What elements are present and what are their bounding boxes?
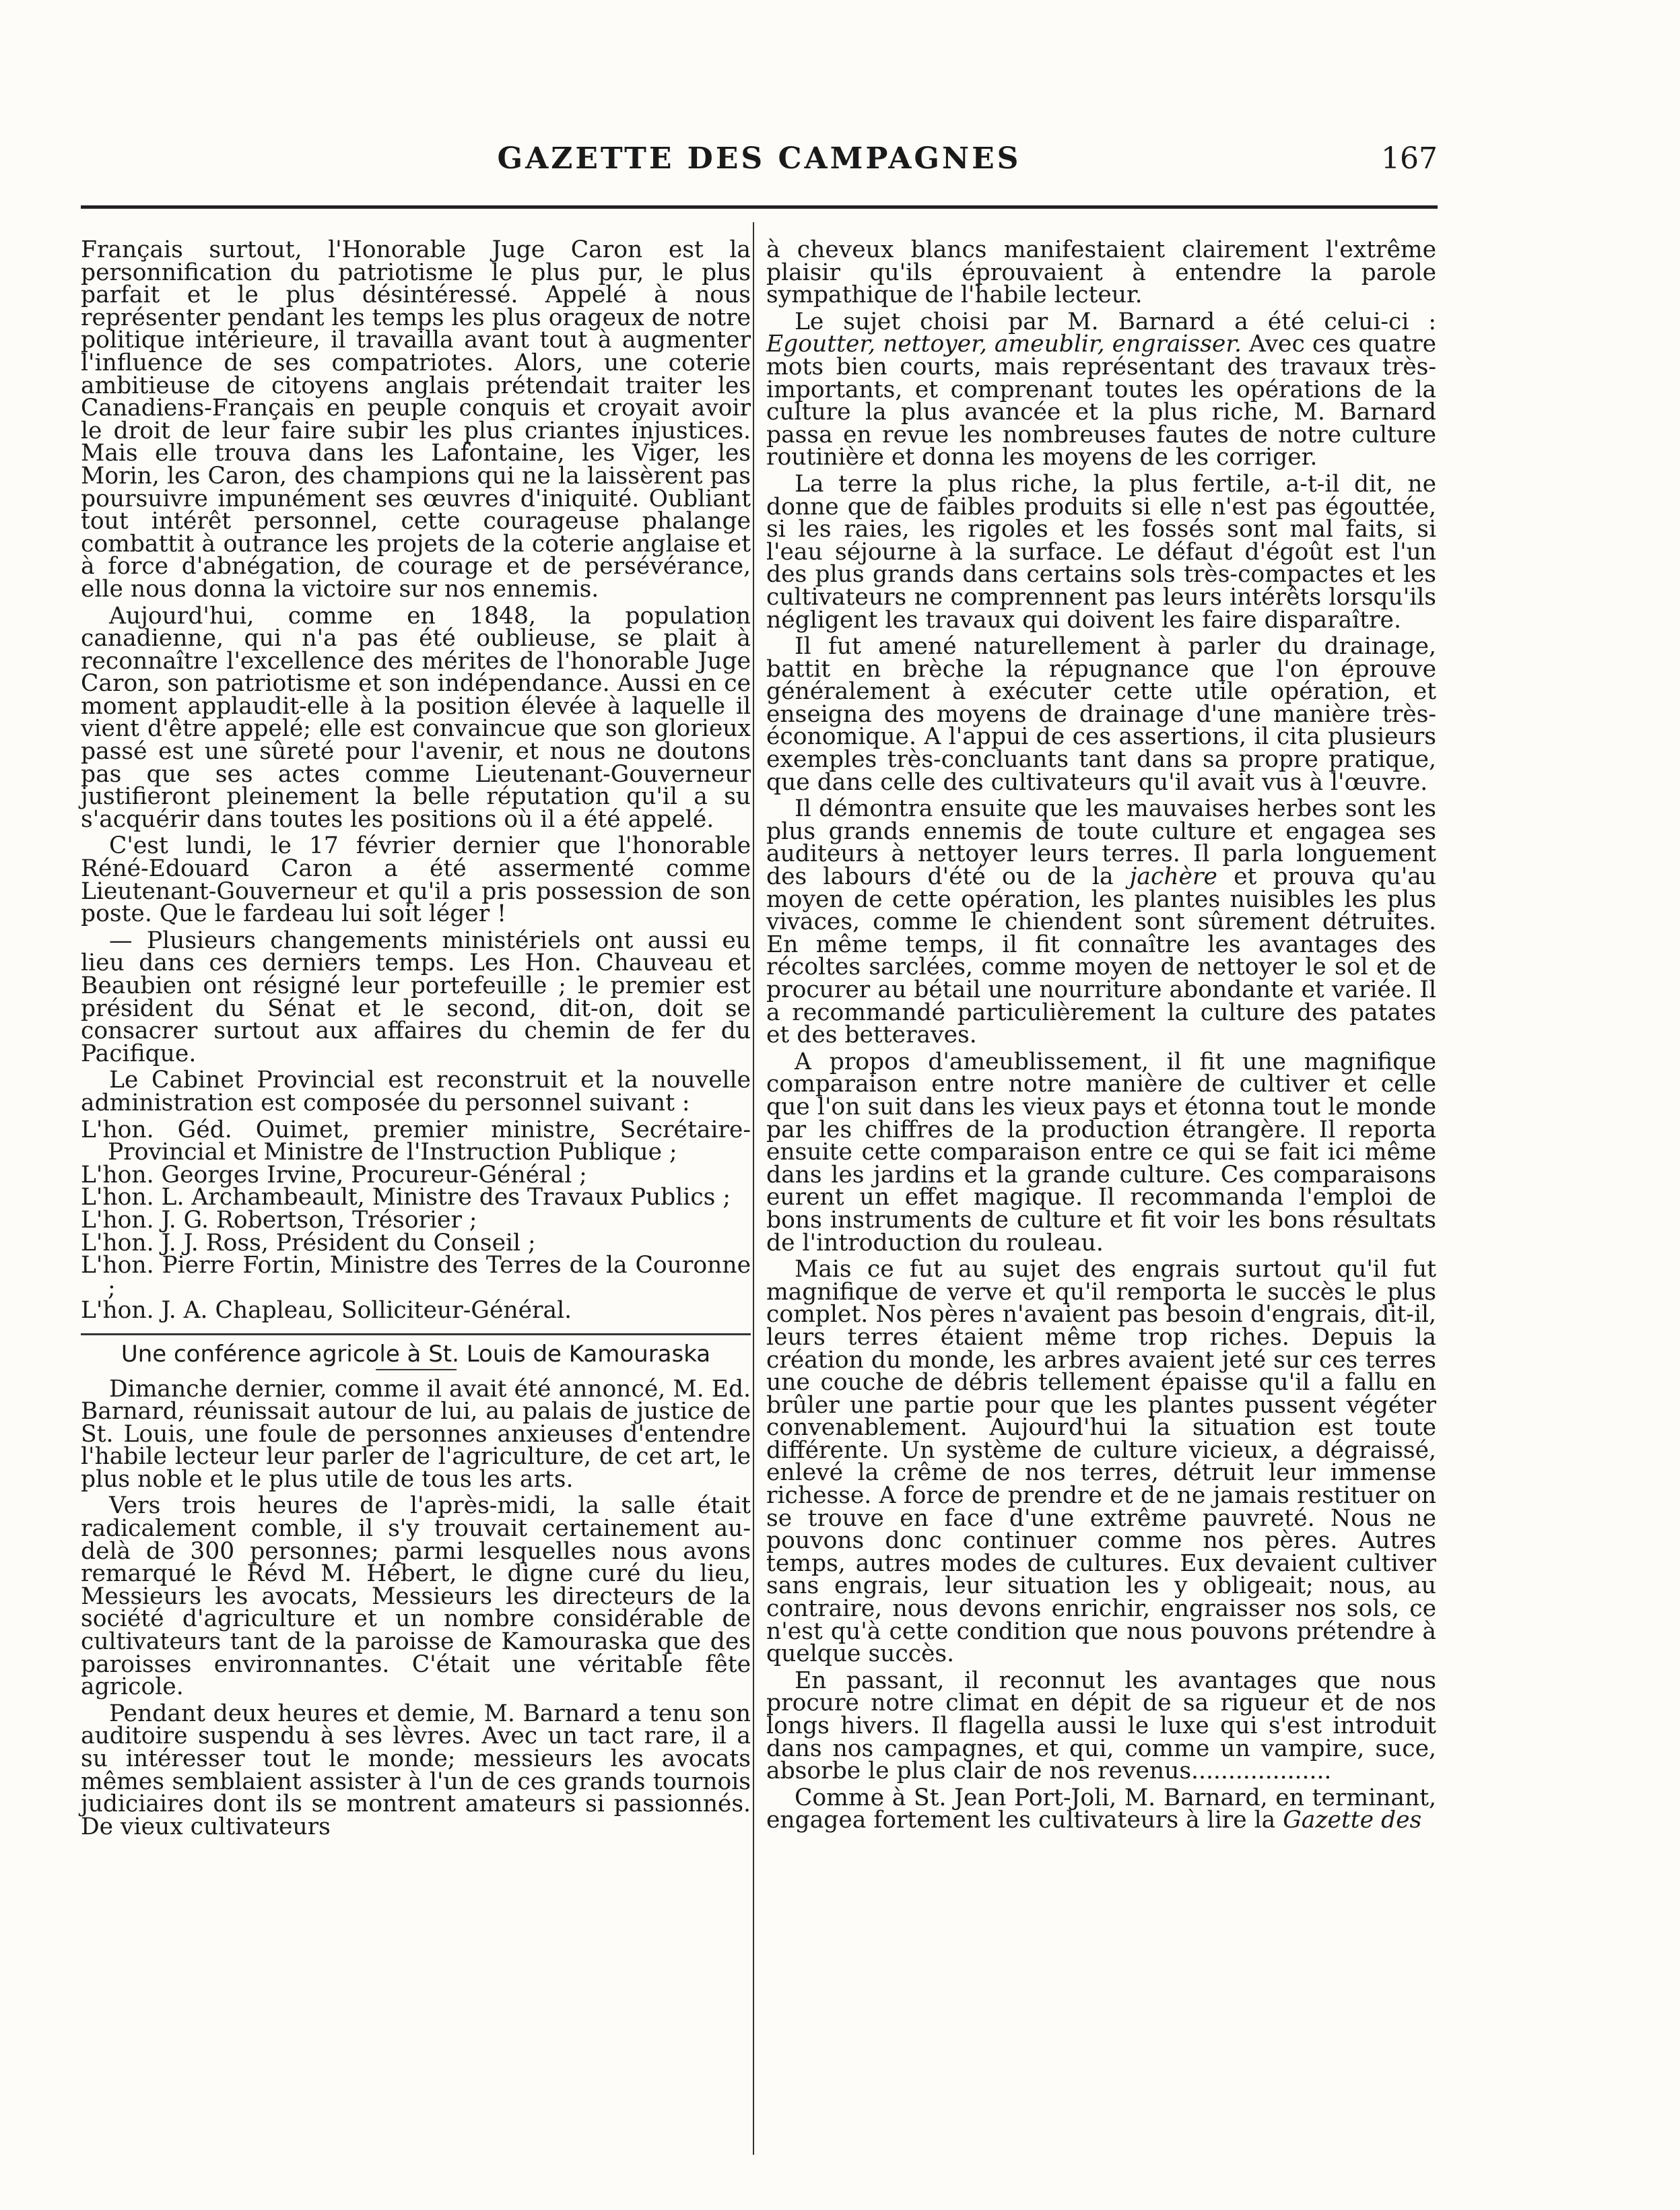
paragraph: Mais ce fut au sujet des engrais surtout qu'il fut magnifique de verve et qu'il remporta le succès le plus complet. Nos pères n'avaient pas besoin d'engrais, dit-il, leurs terres étaient même trop riches. Depuis la création du monde, les arbres avaient jeté sur ces terres une couche de débris tellement épaisse qu'il a fallu en brûler une partie pour que les plantes pussent végéter convenablement. Aujourd'hui la situation est toute différente. Un système de culture vicieux, a dégraissé, enlevé la crême de nos terres, détruit leur immense richesse. A force de prendre et de ne jamais restituer on se trouve en face d'une extrême pauvreté. Nous ne pouvons donc continuer comme nos pères. Autres temps, autres modes de cultures. Eux devaient cultiver sans engrais, leur situation les y obligeait; nous, au contraire, nous devons enrichir, engraisser nos sols, ce n'est qu'à cette condition que nous pouvons prétendre à quelque succès. — [766, 1256, 1436, 1668]
list-item: L'hon. J. G. Robertson, Trésorier ; — [81, 1206, 477, 1234]
paragraph: à cheveux blancs manifestaient clairement l'extrême plaisir qu'ils éprouvaient à entendre la parole sympathique de l'habile lecteur. — [766, 236, 1436, 309]
header-rule — [81, 205, 1438, 209]
page-header — [81, 141, 1438, 195]
paragraph — [766, 795, 1436, 1049]
list-item: L'hon. Georges Irvine, Procureur-Général ; — [81, 1161, 587, 1188]
paragraph: Pendant deux heures et demie, M. Barnard a tenu son auditoire suspendu à ses lèvres. Avec un tact rare, il a su intéresser tout le monde; messieurs les avocats mêmes semblaient assister à l'un de ces grands tournois judiciaires dont ils se montrent amateurs si passionnés. De vieux cultivateurs — [81, 1700, 751, 1840]
list-item: L'hon. L. Archambeault, Ministre des Travaux Publics ; — [81, 1184, 731, 1211]
paragraph — [766, 1784, 1436, 1834]
section-title: Une conférence agricole à St. Louis de Kamouraska — [121, 1340, 711, 1368]
emphasis-text: jachère — [1129, 863, 1217, 891]
paragraph: Dimanche dernier, comme il avait été annoncé, M. Ed. Barnard, réunissait autour de lui, au palais de justice de St. Louis, une foule de personnes anxieuses d'entendre l'habile lecteur leur parler de l'agriculture, de cet art, le plus noble et le plus utile de tous les arts. — [81, 1375, 751, 1493]
text-run: Le sujet choisi par M. Barnard a été celui-ci : — [795, 308, 1436, 335]
left-column — [81, 236, 751, 1842]
page-number: 167 — [1381, 141, 1438, 176]
list-item: L'hon. J. J. Ross, Président du Conseil ; — [81, 1229, 536, 1257]
right-column — [766, 236, 1436, 1836]
list-item: L'hon. J. A. Chapleau, Solliciteur-Général. — [81, 1297, 572, 1325]
paragraph: Français surtout, l'Honorable Juge Caron est la personnification du patriotisme le plus pur, le plus parfait et le plus désintéressé. Appelé à nous représenter pendant les temps les plus orageux de notre politique intérieure, il travailla avant tout à augmenter l'influence de ses compatriotes. Alors, une coterie ambitieuse de citoyens anglais prétendait traiter les Canadiens-Français en peuple conquis et croyait avoir le droit de leur faire subir les plus criantes injustices. Mais elle trouva dans les Lafontaine, les Viger, les Morin, les Caron, des champions qui ne la laissèrent pas poursuivre impunément ses œuvres d'iniquité. Oubliant tout intérêt personnel, cette courageuse phalange combattit à outrance les projets de la coterie anglaise et à force d'abnégation, de courage et de persévérance, elle nous donna la victoire sur nos ennemis. — [81, 236, 751, 603]
text-run: Comme à St. Jean Port-Joli, M. Barnard, en terminant, engagea fortement les cultivateurs à lire la — [766, 1784, 1436, 1834]
emphasis-text: Gazette des — [1283, 1807, 1422, 1834]
paragraph: En passant, il reconnut les avantages que nous procure notre climat en dépit de sa rigueur et de nos longs hivers. Il flagella aussi le luxe qui s'est introduit dans nos campagnes, et qui, comme un vampire, suce, absorbe le plus clair de nos revenus................... — [766, 1667, 1436, 1785]
minister-list — [81, 1116, 751, 1325]
paragraph: A propos d'ameublissement, il fit une magnifique comparaison entre notre manière de cultiver et celle que l'on suit dans les vieux pays et étonna tout le monde par les chiffres de la production étrangère. Il reporta ensuite cette comparaison entre ce qui se fait ici même dans les jardins et la grande culture. Ces comparaisons eurent un effet magique. Il recommanda l'emploi de bons instruments de culture et fit voir les bons résultats de l'introduction du rouleau. — [766, 1048, 1436, 1257]
text-run: et prouva qu'au moyen de cette opération, les plantes nuisibles les plus vivaces, comme le chiendent sont sûrement détruites. En même temps, il fit connaître les avantages des récoltes sarclées, comme moyen de nettoyer le sol et de procurer au bétail une nourriture abondante et variée. Il a recommandé particulièrement la culture des patates et des betteraves. — [766, 863, 1436, 1049]
paragraph: Il fut amené naturellement à parler du drainage, battit en brèche la répugnance que l'on éprouve généralement à exécuter cette utile opération, et enseigna des moyens de drainage d'une manière très-économique. A l'appui de ces assertions, il cita plusieurs exemples très-concluants tant dans sa propre pratique, que dans celle des cultivateurs qu'il avait vus à l'œuvre. — [766, 633, 1436, 796]
title-underline — [376, 1369, 457, 1370]
paragraph: Vers trois heures de l'après-midi, la salle était radicalement comble, il s'y trouvait certainement au-delà de 300 personnes; parmi lesquelles nous avons remarqué le Révd M. Hébert, le digne curé du lieu, Messieurs les avocats, Messieurs les directeurs de la société d'agriculture et un nombre considérable de cultivateurs tant de la paroisse de Kamouraska que des paroisses environnantes. C'était une véritable fête agricole. — [81, 1492, 751, 1701]
paragraph: La terre la plus riche, la plus fertile, a-t-il dit, ne donne que de faibles produits si elle n'est pas égouttée, si les raies, les rigoles et les fossés sont mal faits, si l'eau séjourne à la surface. Le défaut d'égoût est l'un des plus grands dans certains sols très-compactes et les cultivateurs ne comprennent pas leurs intérêts lorsqu'ils négligent les travaux qui doivent les faire disparaître. — [766, 470, 1436, 634]
paragraph — [766, 308, 1436, 471]
journal-title: GAZETTE DES CAMPAGNES — [497, 141, 1021, 176]
list-item: L'hon. Géd. Ouimet, premier ministre, Secrétaire-Provincial et Ministre de l'Instruction Publique ; — [81, 1116, 751, 1166]
paragraph: C'est lundi, le 17 février dernier que l'honorable Réné-Edouard Caron a été assermenté comme Lieutenant-Gouverneur et qu'il a pris possession de son poste. Que le fardeau lui soit léger ! — [81, 832, 751, 928]
paragraph: Le Cabinet Provincial est reconstruit et la nouvelle administration est composée du personnel suivant : — [81, 1067, 751, 1116]
text-run: Il démontra ensuite que les mauvaises herbes sont les plus grands ennemis de toute culture et engagea ses auditeurs à nettoyer leurs terres. Il parla longuement des labours d'été ou de la — [766, 795, 1436, 891]
paragraph: Aujourd'hui, comme en 1848, la population canadienne, qui n'a pas été oublieuse, se plait à reconnaître l'excellence des mérites de l'honorable Juge Caron, son patriotisme et son indépendance. Aussi en ce moment applaudit-elle à la position élevée à laquelle il vient d'être appelé; elle est convaincue que son glorieux passé est une sûreté pour l'avenir, et nous ne doutons pas que ses actes comme Lieutenant-Gouverneur justifieront pleinement la belle réputation qu'il a su s'acquérir dans toutes les positions où il a été appelé. — [81, 602, 751, 833]
paragraph: — Plusieurs changements ministériels ont aussi eu lieu dans ces derniers temps. Les Hon. Chauveau et Beaubien ont résigné leur portefeuille ; le premier est président du Sénat et le second, dit-on, doit se consacrer surtout aux affaires du chemin de fer du Pacifique. — [81, 927, 751, 1067]
list-item: L'hon. Pierre Fortin, Ministre des Terres de la Couronne ; — [81, 1252, 751, 1302]
section-rule — [81, 1333, 751, 1335]
column-divider — [753, 222, 754, 2155]
text-run: Avec ces quatre mots bien courts, mais représentant des travaux très-importants, et comprenant toutes les opérations de la culture la plus avancée et la plus riche, M. Barnard passa en revue les nombreuses fautes de notre culture routinière et donna les moyens de les corriger. — [766, 331, 1436, 471]
emphasis-text: Egoutter, nettoyer, ameublir, engraisser. — [766, 331, 1242, 358]
